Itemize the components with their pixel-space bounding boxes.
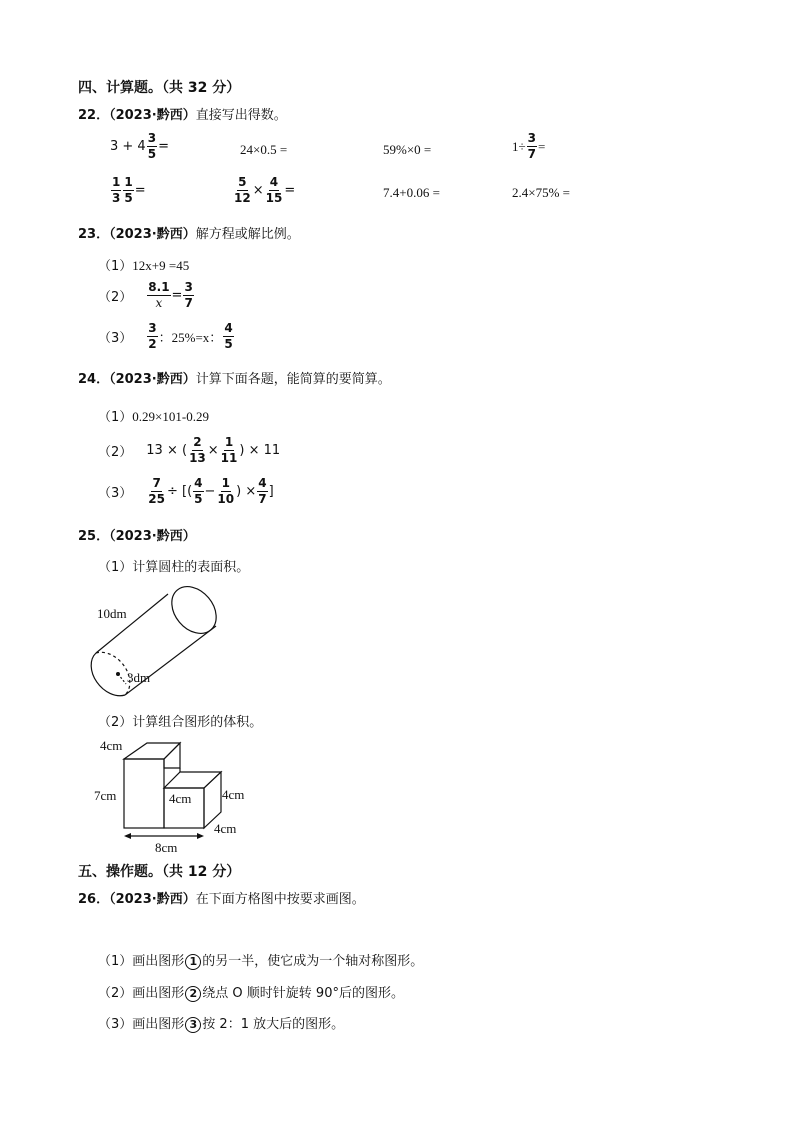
cylinder-bottom-arc-hidden <box>96 652 130 695</box>
calc-text: 3 + 4 <box>110 139 146 154</box>
equals: = <box>171 288 183 303</box>
denominator: 7 <box>184 296 193 310</box>
numerator: 4 <box>269 175 279 189</box>
fraction <box>147 477 166 506</box>
numerator: 2 <box>193 435 202 449</box>
label-top-width: 4cm <box>100 738 123 753</box>
calc-item-2: 24×0.5 = <box>240 142 288 157</box>
drawing-task-3 <box>98 1013 344 1033</box>
expression-text: 0.29×101-0.29 <box>132 409 209 424</box>
question-24-header <box>78 368 391 387</box>
fraction <box>147 281 170 310</box>
expression-1 <box>98 406 209 425</box>
numerator: 5 <box>238 175 247 189</box>
question-number: 24． <box>78 372 110 387</box>
drawing-task-2 <box>98 982 404 1002</box>
question-text: 直接写出得数。 <box>195 108 287 123</box>
equals: = <box>284 183 296 198</box>
circled-number: 3 <box>185 1017 201 1033</box>
numerator: 4 <box>258 476 267 490</box>
numerator: 1 <box>221 476 230 490</box>
task-text: 计算圆柱的表面积。 <box>132 560 250 575</box>
fraction <box>188 436 207 465</box>
label-total-length: 8cm <box>155 840 178 855</box>
small-box-side <box>204 772 221 828</box>
numerator: 1 <box>124 175 133 189</box>
question-23-header <box>78 223 300 242</box>
task-text: 画出图形 <box>132 986 185 1001</box>
part-index: （2） <box>98 715 133 730</box>
label-small-width: 4cm <box>169 791 192 806</box>
part-index: （1） <box>98 954 133 969</box>
arrow-right <box>197 833 204 839</box>
denominator: 15 <box>265 191 283 205</box>
volume-task <box>98 711 262 730</box>
calc-item-7: 7.4+0.06 = <box>383 185 440 200</box>
denominator: 5 <box>124 191 133 205</box>
calc-item-6 <box>232 176 295 205</box>
numerator: 1 <box>112 175 121 189</box>
label-small-height: 4cm <box>222 787 245 802</box>
equals: = <box>134 183 146 198</box>
fraction <box>147 322 157 351</box>
fraction <box>220 436 239 465</box>
circled-number: 1 <box>185 954 201 970</box>
operator: × <box>252 183 264 198</box>
question-number: 22． <box>78 108 110 123</box>
fraction <box>233 176 252 205</box>
denominator: 11 <box>220 451 238 465</box>
numerator: 3 <box>184 280 193 294</box>
question-source: （2023·黔西） <box>109 227 196 242</box>
equation-2 <box>98 281 195 310</box>
calc-item-4 <box>512 132 545 161</box>
part-index: （2） <box>98 986 133 1001</box>
expression-text: ÷ [( <box>166 484 193 499</box>
expression-text: 13 × ( <box>146 443 188 458</box>
question-text: 在下面方格图中按要求画图。 <box>195 892 365 907</box>
expression-text: ) × <box>236 484 257 499</box>
equation-text: 12x+9 =45 <box>132 258 190 273</box>
task-text: 画出图形 <box>132 954 185 969</box>
cylinder-length-label: 10dm <box>97 606 127 621</box>
operator: − <box>204 484 216 499</box>
part-index: （2） <box>98 445 133 460</box>
part-index: （1） <box>98 410 133 425</box>
expression-text: ] <box>268 484 274 499</box>
fraction <box>257 477 267 506</box>
numerator: 3 <box>527 131 536 145</box>
question-number: 25． <box>78 529 110 544</box>
fraction <box>223 322 233 351</box>
task-text: 绕点 O 顺时针旋转 90°后的图形。 <box>202 986 404 1001</box>
fraction <box>527 132 537 161</box>
part-index: （1） <box>98 259 133 274</box>
drawing-task-1 <box>98 950 423 970</box>
question-text: 解方程或解比例。 <box>195 227 300 242</box>
expression-text: ) × 11 <box>239 443 281 458</box>
equation-text: ：25%=x： <box>158 330 223 345</box>
denominator: 13 <box>189 451 206 465</box>
denominator: 12 <box>234 191 251 205</box>
equation-1 <box>98 255 189 274</box>
cylinder-task <box>98 556 249 575</box>
denominator: 7 <box>258 492 267 506</box>
fraction <box>193 477 203 506</box>
fraction <box>123 176 133 205</box>
equals: = <box>158 139 169 154</box>
question-source: （2023·黔西） <box>109 892 196 907</box>
denominator: 25 <box>148 492 165 506</box>
part-index: （3） <box>98 331 133 346</box>
fraction <box>147 132 157 161</box>
part-index: （1） <box>98 560 133 575</box>
label-tall-height: 7cm <box>94 788 117 803</box>
circled-number: 2 <box>185 986 201 1002</box>
calc-item-3: 59%×0 = <box>383 142 432 157</box>
denominator: 5 <box>147 147 157 161</box>
question-source: （2023·黔西） <box>109 372 196 387</box>
section-4-title: 四、计算题。（共 32 分） <box>78 80 241 96</box>
fraction <box>183 281 193 310</box>
numerator: 4 <box>224 321 233 335</box>
question-22-header <box>78 104 287 123</box>
fraction <box>216 477 235 506</box>
equals: = <box>538 138 546 154</box>
question-source: （2023·黔西） <box>109 108 196 123</box>
expression-3 <box>98 477 274 506</box>
cylinder-edge-top <box>96 594 168 653</box>
denominator: 5 <box>224 337 233 351</box>
task-text: 的另一半，使它成为一个轴对称图形。 <box>202 954 424 969</box>
tall-box-side <box>164 743 180 768</box>
calc-item-5 <box>110 176 146 205</box>
question-number: 23． <box>78 227 110 242</box>
part-index: （3） <box>98 486 133 501</box>
cylinder-radius-label: 3dm <box>127 670 151 685</box>
question-text: 计算下面各题，能简算的要简算。 <box>195 372 391 387</box>
tall-box-front <box>124 759 164 828</box>
question-number: 26． <box>78 892 110 907</box>
denominator: 5 <box>194 492 203 506</box>
question-25-header <box>78 525 196 544</box>
calc-item-8: 2.4×75% = <box>512 185 570 200</box>
part-index: （3） <box>98 1017 133 1032</box>
calc-text: 1÷ <box>512 138 526 154</box>
equation-3 <box>98 322 235 351</box>
task-text: 画出图形 <box>132 1017 185 1032</box>
denominator: 3 <box>112 191 121 205</box>
arrow-left <box>124 833 131 839</box>
denominator: 10 <box>217 492 235 506</box>
fraction <box>111 176 121 205</box>
numerator: 1 <box>224 435 234 449</box>
operator: × <box>207 443 219 458</box>
question-source: （2023·黔西） <box>109 529 196 544</box>
task-text: 按 2：1 放大后的图形。 <box>202 1017 345 1032</box>
center-dot <box>116 672 120 676</box>
numerator: 8.1 <box>148 280 170 294</box>
fraction <box>265 176 284 205</box>
label-small-depth: 4cm <box>214 821 237 836</box>
denominator: 2 <box>148 337 157 351</box>
part-index: （2） <box>98 290 133 305</box>
numerator: 4 <box>194 476 203 490</box>
expression-2 <box>98 436 280 465</box>
numerator: 3 <box>148 321 157 335</box>
denominator: x <box>155 296 163 310</box>
numerator: 3 <box>147 131 157 145</box>
question-26-header <box>78 888 365 907</box>
denominator: 7 <box>527 147 536 161</box>
cylinder-figure <box>88 580 228 705</box>
numerator: 7 <box>152 476 161 490</box>
calc-item-1 <box>110 132 169 161</box>
section-5-title: 五、操作题。（共 12 分） <box>78 864 241 880</box>
task-text: 计算组合图形的体积。 <box>132 715 263 730</box>
cylinder-top-ellipse <box>163 580 226 642</box>
